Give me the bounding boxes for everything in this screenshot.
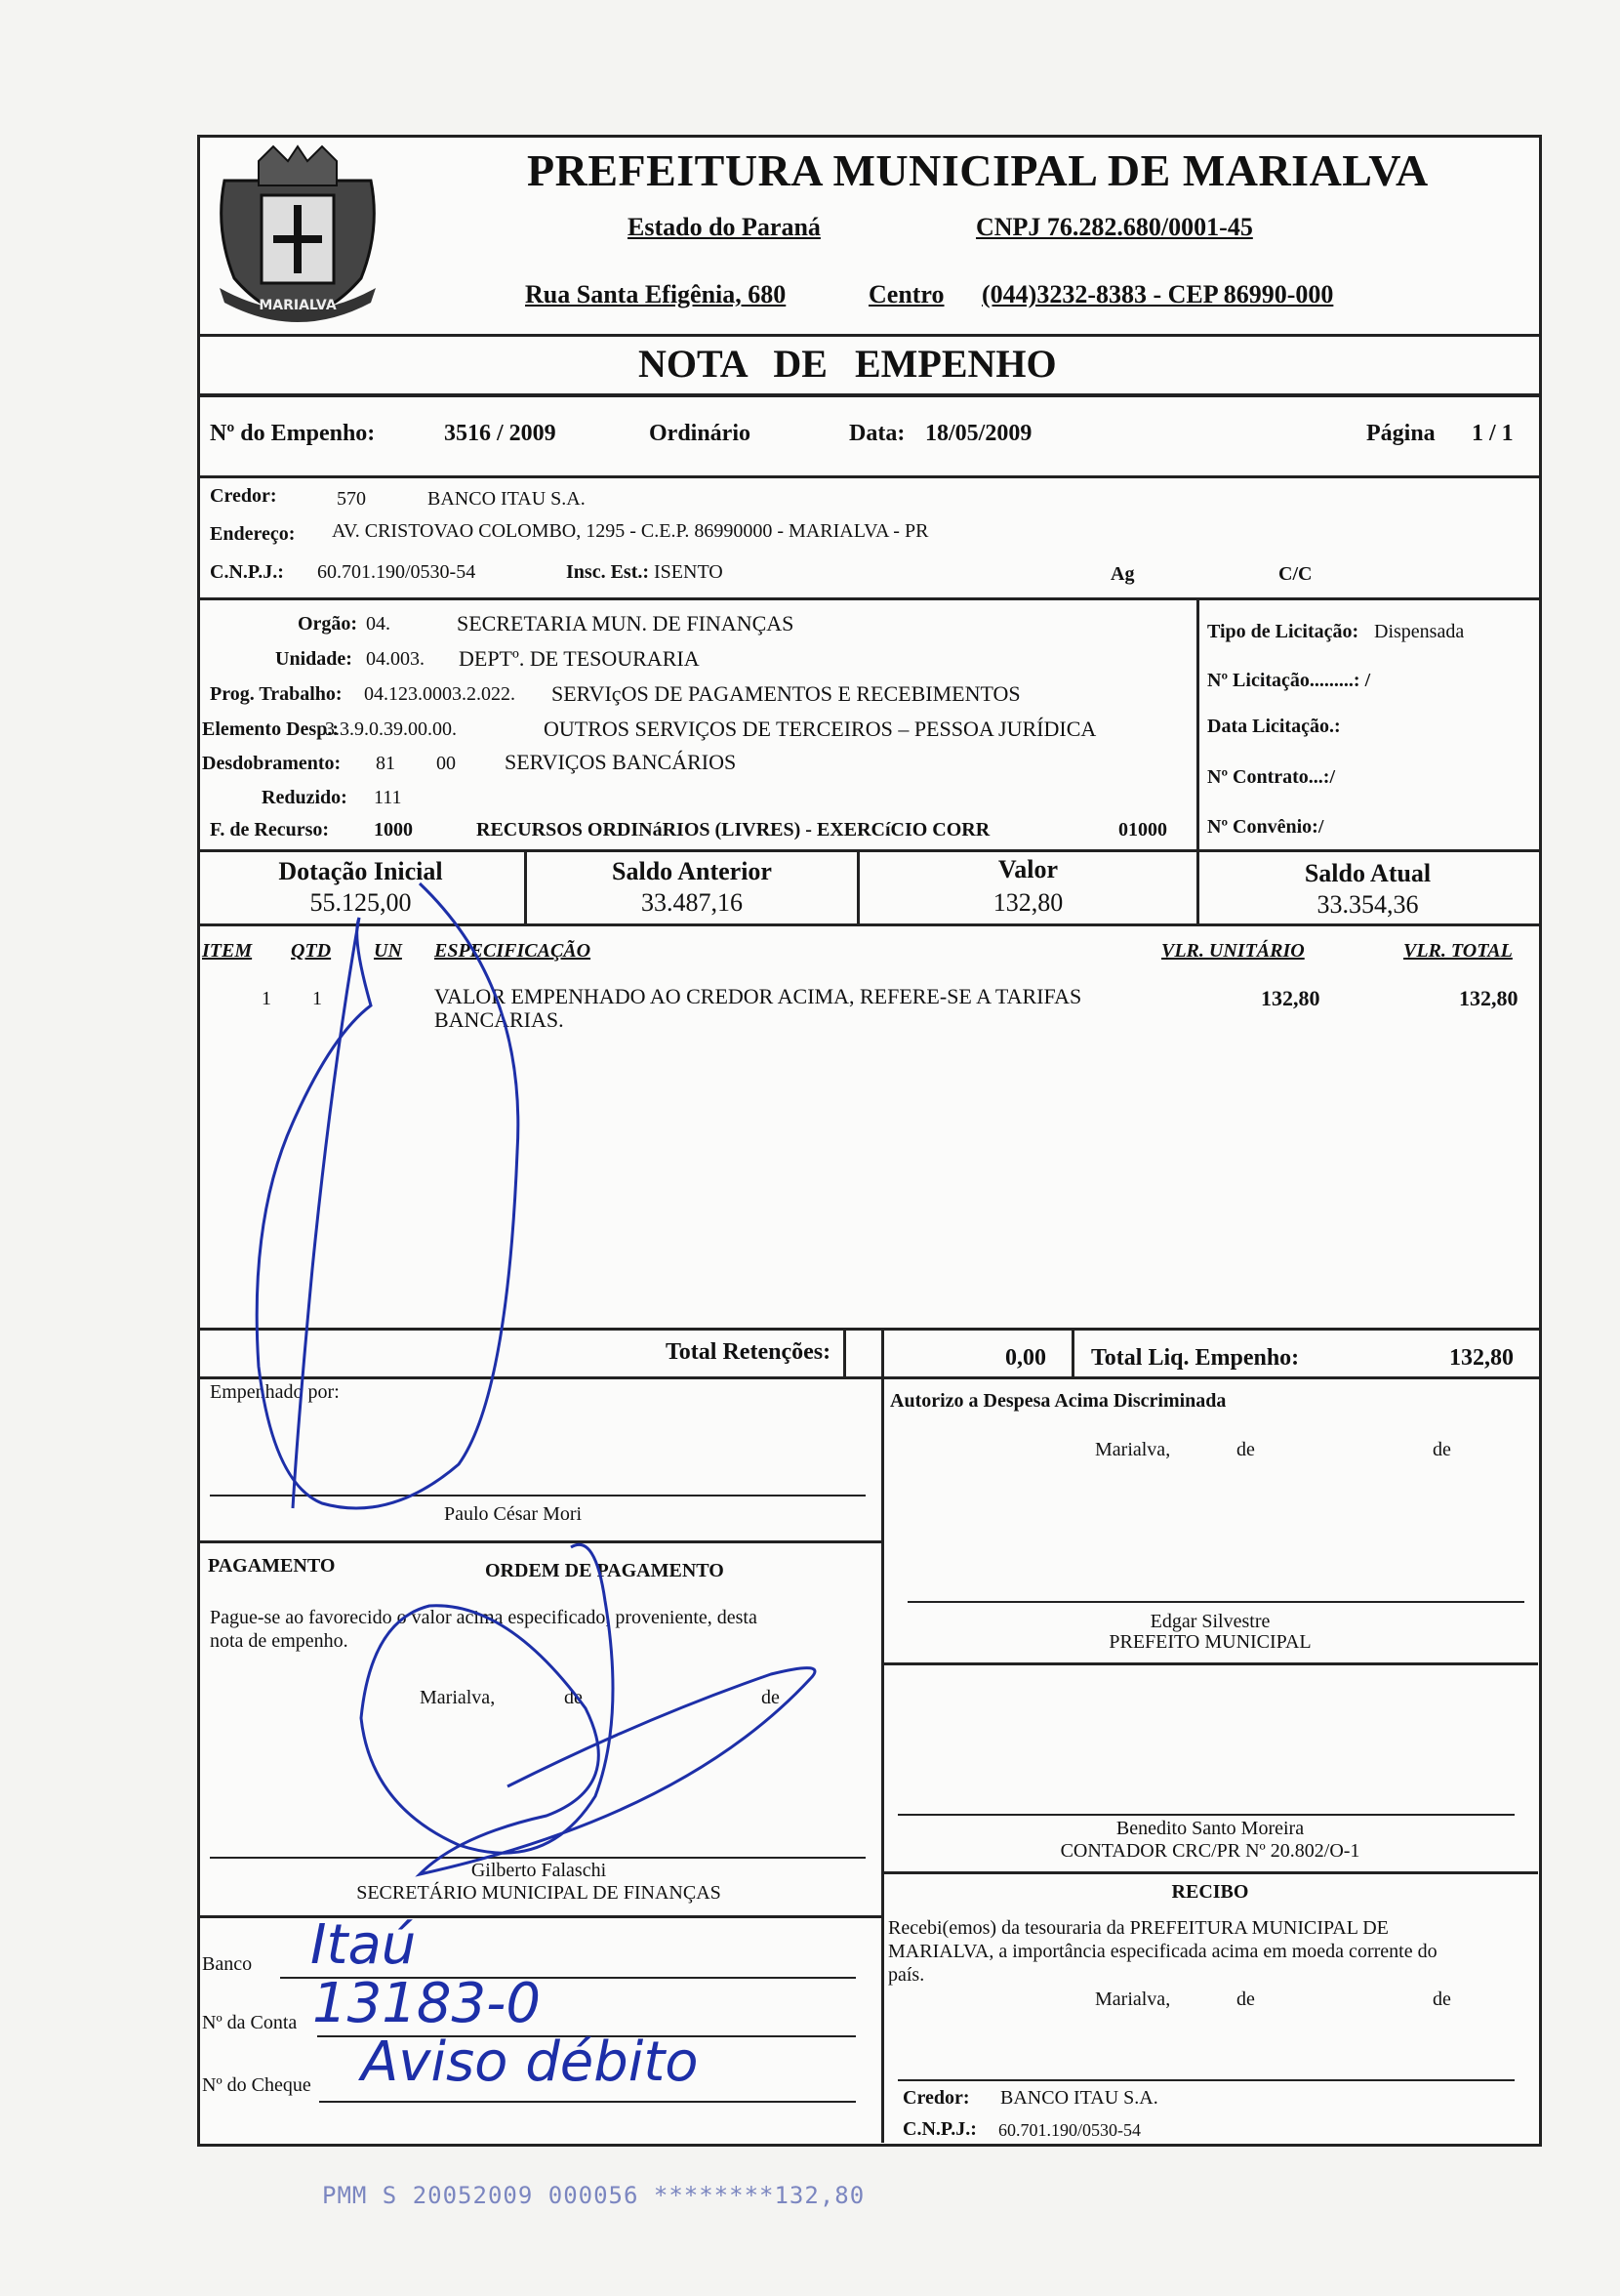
cnpj-label: C.N.P.J.: bbox=[210, 561, 284, 583]
credor-label: Credor: bbox=[210, 485, 277, 507]
credor-name: BANCO ITAU S.A. bbox=[427, 488, 586, 510]
tipo-licitacao-label: Tipo de Licitação: bbox=[1207, 621, 1359, 642]
district: Centro bbox=[869, 280, 945, 308]
autorizo-de1: de bbox=[1236, 1439, 1255, 1460]
ag-label: Ag bbox=[1111, 563, 1135, 585]
document-title: NOTA DE EMPENHO bbox=[638, 342, 1057, 386]
conta-label: Nº da Conta bbox=[202, 2012, 298, 2033]
recibo-de1: de bbox=[1236, 1988, 1255, 2010]
unidade-label: Unidade: bbox=[275, 648, 352, 670]
secretario-role: SECRETÁRIO MUNICIPAL DE FINANÇAS bbox=[356, 1882, 721, 1904]
col-un: UN bbox=[374, 940, 402, 962]
reduzido-value: 111 bbox=[374, 787, 402, 808]
total-retencoes-label: Total Retenções: bbox=[666, 1339, 831, 1365]
autorizo-de2: de bbox=[1433, 1439, 1451, 1460]
pagamento-text-line2: nota de empenho. bbox=[210, 1630, 348, 1652]
pagamento-de1: de bbox=[564, 1687, 583, 1708]
empenho-number-label: Nº do Empenho: bbox=[210, 421, 376, 446]
elemento-code: 3.3.9.0.39.00.00. bbox=[325, 718, 457, 740]
dotacao-value: 55.125,00 bbox=[309, 888, 412, 917]
prefeito-role: PREFEITO MUNICIPAL bbox=[1109, 1631, 1312, 1653]
recibo-text-line3: país. bbox=[888, 1964, 925, 1986]
prog-code: 04.123.0003.2.022. bbox=[364, 683, 515, 705]
desdobramento-name: SERVIÇOS BANCÁRIOS bbox=[505, 750, 737, 774]
secretario-name: Gilberto Falaschi bbox=[470, 1860, 607, 1881]
phone-cep: (044)3232-8383 - CEP 86990-000 bbox=[982, 280, 1334, 308]
recibo-title: RECIBO bbox=[1171, 1881, 1249, 1903]
empenho-type: Ordinário bbox=[649, 421, 751, 446]
orgao-label: Orgão: bbox=[298, 613, 358, 635]
data-licitacao: Data Licitação.: bbox=[1207, 716, 1341, 737]
conta-handwritten: 13183-0 bbox=[312, 1972, 541, 2035]
total-liq-value: 132,80 bbox=[1449, 1345, 1514, 1371]
empenho-number: 3516 / 2009 bbox=[444, 421, 556, 446]
pagamento-title: PAGAMENTO bbox=[208, 1555, 336, 1577]
pagamento-place: Marialva, bbox=[420, 1687, 496, 1708]
item-espec-line2: BANCARIAS. bbox=[434, 1007, 564, 1032]
banco-label: Banco bbox=[202, 1953, 253, 1975]
col-item: ITEM bbox=[202, 940, 253, 962]
total-retencoes-value: 0,00 bbox=[1005, 1345, 1046, 1371]
credor-address: AV. CRISTOVAO COLOMBO, 1295 - C.E.P. 86990000 - MARIALVA - PR bbox=[332, 520, 929, 542]
empenho-date: 18/05/2009 bbox=[925, 421, 1033, 446]
recibo-de2: de bbox=[1433, 1988, 1451, 2010]
recurso-number: 01000 bbox=[1118, 819, 1167, 840]
item-vlr-total: 132,80 bbox=[1459, 986, 1519, 1010]
cnpj-header: CNPJ 76.282.680/0001-45 bbox=[976, 213, 1253, 241]
endereco-label: Endereço: bbox=[210, 523, 296, 545]
contador-name: Benedito Santo Moreira bbox=[1115, 1818, 1305, 1839]
recibo-text-line2: MARIALVA, a importância especificada acima em moeda corrente do bbox=[888, 1941, 1438, 1962]
orgao-name: SECRETARIA MUN. DE FINANÇAS bbox=[457, 611, 794, 636]
signature-loop-icon bbox=[257, 883, 518, 1508]
prog-name: SERVIçOS DE PAGAMENTOS E RECEBIMENTOS bbox=[551, 681, 1021, 706]
recibo-place: Marialva, bbox=[1095, 1988, 1171, 2010]
insc-value: ISENTO bbox=[654, 561, 723, 583]
municipality-title: PREFEITURA MUNICIPAL DE MARIALVA bbox=[527, 145, 1429, 195]
valor-label: Valor bbox=[997, 855, 1059, 883]
reduzido-label: Reduzido: bbox=[262, 787, 347, 808]
pagamento-text-line1: Pague-se ao favorecido o valor acima especificado, proveniente, desta bbox=[210, 1607, 757, 1628]
signature-stroke-icon bbox=[293, 918, 359, 1508]
page-number: 1 / 1 bbox=[1472, 421, 1514, 446]
tipo-licitacao: Dispensada bbox=[1374, 621, 1465, 642]
recibo-text-line1: Recebi(emos) da tesouraria da PREFEITURA MUNICIPAL DE bbox=[888, 1917, 1389, 1939]
orgao-code: 04. bbox=[366, 613, 390, 635]
saldo-atual-label: Saldo Atual bbox=[1304, 859, 1432, 887]
col-vlr-unitario: VLR. UNITÁRIO bbox=[1161, 940, 1305, 962]
empenhado-label: Empenhado por: bbox=[210, 1381, 340, 1403]
page-label: Página bbox=[1366, 421, 1436, 446]
contrato-number: Nº Contrato...:/ bbox=[1207, 766, 1336, 788]
recibo-credor-label: Credor: bbox=[903, 2087, 970, 2109]
crest-label: MARIALVA bbox=[259, 298, 337, 313]
state-name: Estado do Paraná bbox=[628, 213, 821, 241]
desdobramento-a: 81 bbox=[376, 753, 395, 774]
saldo-atual-value: 33.354,36 bbox=[1316, 890, 1419, 919]
item-qtd: 1 bbox=[312, 988, 322, 1009]
total-liq-label: Total Liq. Empenho: bbox=[1091, 1345, 1300, 1371]
desdobramento-b: 00 bbox=[436, 753, 456, 774]
pagamento-de2: de bbox=[761, 1687, 780, 1708]
prog-label: Prog. Trabalho: bbox=[210, 683, 343, 705]
empenhado-name: Paulo César Mori bbox=[444, 1503, 583, 1525]
recurso-code: 1000 bbox=[374, 819, 413, 840]
item-vlr-unitario: 132,80 bbox=[1261, 986, 1320, 1010]
dotacao-label: Dotação Inicial bbox=[278, 857, 443, 885]
item-number: 1 bbox=[262, 988, 271, 1009]
saldo-anterior-label: Saldo Anterior bbox=[612, 857, 772, 885]
saldo-anterior-value: 33.487,16 bbox=[641, 888, 743, 917]
cheque-handwritten: Aviso débito bbox=[361, 2030, 699, 2094]
authentication-stamp: PMM S 20052009 000056 ********132,80 bbox=[322, 2182, 866, 2209]
contador-role: CONTADOR CRC/PR Nº 20.802/O-1 bbox=[1060, 1840, 1360, 1862]
banco-handwritten: Itaú bbox=[310, 1913, 417, 1977]
unidade-code: 04.003. bbox=[366, 648, 425, 670]
insc-label: Insc. Est.: bbox=[566, 561, 650, 583]
recurso-label: F. de Recurso: bbox=[210, 819, 330, 840]
recibo-cnpj-label: C.N.P.J.: bbox=[903, 2118, 977, 2140]
street-address: Rua Santa Efigênia, 680 bbox=[525, 280, 787, 308]
recibo-credor: BANCO ITAU S.A. bbox=[1000, 2087, 1158, 2109]
item-espec-line1: VALOR EMPENHADO AO CREDOR ACIMA, REFERE-SE A TARIFAS bbox=[434, 984, 1082, 1008]
cc-label: C/C bbox=[1278, 563, 1313, 585]
date-label: Data: bbox=[849, 421, 906, 446]
cheque-label: Nº do Cheque bbox=[202, 2074, 311, 2096]
unidade-name: DEPTº. DE TESOURARIA bbox=[459, 646, 700, 671]
convenio-number: Nº Convênio:/ bbox=[1207, 816, 1324, 838]
signature-pagamento-icon bbox=[361, 1544, 815, 1874]
col-especificacao: ESPECIFICAÇÃO bbox=[434, 940, 591, 962]
recurso-name: RECURSOS ORDINáRIOS (LIVRES) - EXERCíCIO CORR bbox=[476, 819, 991, 840]
credor-code: 570 bbox=[337, 488, 366, 510]
prefeito-name: Edgar Silvestre bbox=[1150, 1611, 1271, 1632]
autorizo-place: Marialva, bbox=[1095, 1439, 1171, 1460]
col-qtd: QTD bbox=[291, 940, 332, 962]
ordem-pagamento-title: ORDEM DE PAGAMENTO bbox=[485, 1560, 724, 1581]
elemento-name: OUTROS SERVIÇOS DE TERCEIROS – PESSOA JURÍDICA bbox=[544, 717, 1097, 741]
col-vlr-total: VLR. TOTAL bbox=[1403, 940, 1513, 962]
autorizo-title: Autorizo a Despesa Acima Discriminada bbox=[890, 1390, 1227, 1412]
credor-cnpj: 60.701.190/0530-54 bbox=[317, 561, 476, 583]
desdobramento-label: Desdobramento: bbox=[202, 753, 342, 774]
valor-value: 132,80 bbox=[992, 888, 1064, 917]
licitacao-number: Nº Licitação.........: / bbox=[1207, 670, 1371, 691]
recibo-cnpj: 60.701.190/0530-54 bbox=[998, 2120, 1141, 2140]
elemento-label: Elemento Desp.: bbox=[202, 718, 339, 740]
